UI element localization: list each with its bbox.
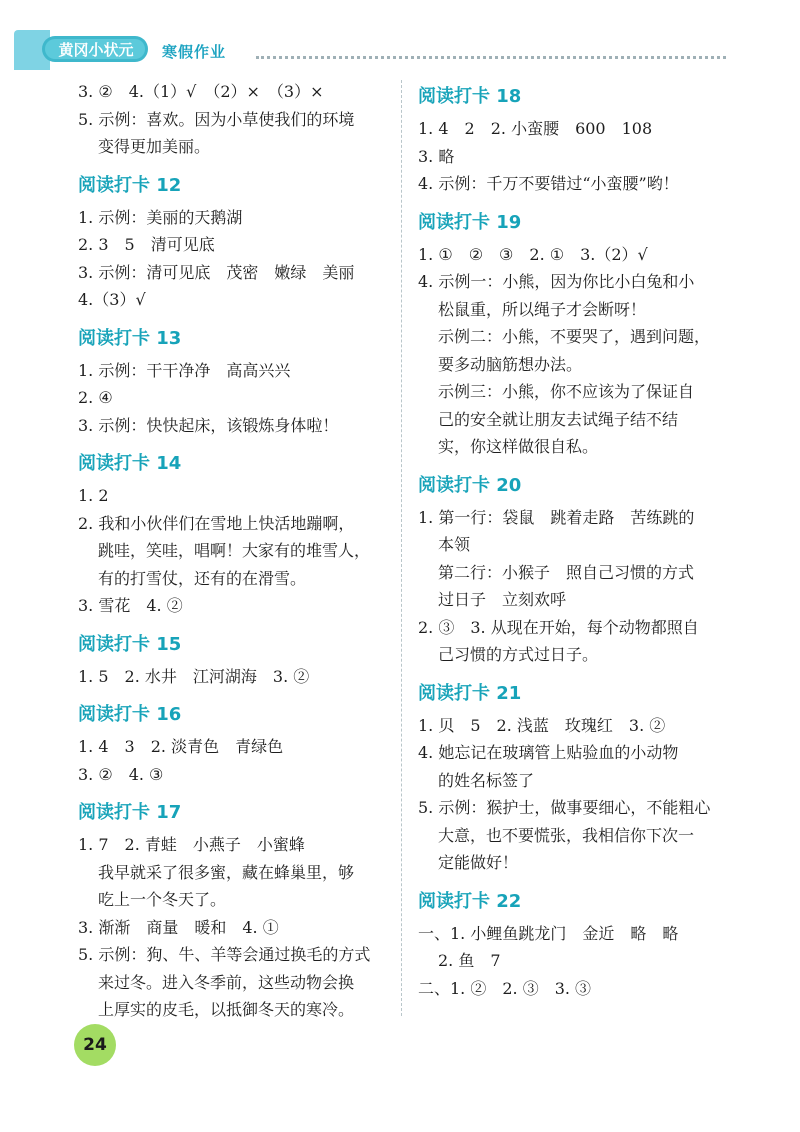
answer-line: 4.（3）√ xyxy=(78,290,146,309)
answer-line: 1. 贝 5 2. 浅蓝 玫瑰红 3. ② xyxy=(418,715,666,735)
section-heading: 阅读打卡 21 xyxy=(418,682,522,704)
answer-continuation: 实，你这样做很自私。 xyxy=(438,437,599,456)
answer-continuation: 松鼠重，所以绳子才会断呀！ xyxy=(438,299,647,319)
logo xyxy=(40,32,152,66)
answer-continuation: 示例二：小熊，不要哭了，遇到问题， xyxy=(438,327,711,346)
answer-line: 1. 4 3 2. 淡青色 青绿色 xyxy=(78,737,284,756)
answer-continuation: 示例三：小熊，你不应该为了保证自 xyxy=(438,382,695,401)
answer-continuation: 有的打雪仗，还有的在滑雪。 xyxy=(98,568,307,588)
answer-continuation: 我早就采了很多蜜，藏在蜂巢里，够 xyxy=(98,862,355,882)
answer-line: 1. 第一行：袋鼠 跳着走路 苦练跳的 xyxy=(418,507,695,527)
answer-line: 1. 5 2. 水井 江河湖海 3. ② xyxy=(78,666,310,686)
answer-line: 1. 示例：美丽的天鹅湖 xyxy=(78,207,243,227)
series-title: 寒假作业 xyxy=(162,43,227,61)
header-dotted-rule xyxy=(256,56,726,59)
section-heading: 阅读打卡 19 xyxy=(418,211,522,233)
answer-line: 4. 示例：千万不要错过“小蛮腰”哟！ xyxy=(418,174,679,193)
section-heading: 阅读打卡 15 xyxy=(78,633,182,655)
page-header xyxy=(0,0,800,70)
answer-continuation: 2. 鱼 7 xyxy=(438,951,501,970)
section-heading: 阅读打卡 14 xyxy=(78,453,182,474)
answer-line: 1. 2 xyxy=(78,486,109,505)
answer-continuation: 己习惯的方式过日子。 xyxy=(438,645,599,664)
answer-line: 3. 示例：快快起床，该锻炼身体啦！ xyxy=(78,415,339,435)
answer-line: 3. 渐渐 商量 暖和 4. ① xyxy=(78,917,279,937)
answer-line: 3. ② 4. ③ xyxy=(78,764,164,784)
answer-line: 5. 示例：猴护士，做事要细心，不能粗心 xyxy=(418,798,711,817)
answer-continuation: 定能做好！ xyxy=(438,853,519,872)
answer-continuation: 第二行：小猴子 照自己习惯的方式 xyxy=(438,562,695,582)
answer-line: 2. 我和小伙伴们在雪地上快活地蹦啊， xyxy=(78,513,355,533)
answer-line: 3. 略 xyxy=(418,146,455,166)
answer-continuation: 的姓名标签了 xyxy=(438,770,535,790)
column-divider xyxy=(401,80,402,1016)
answer-continuation: 过日子 立刻欢呼 xyxy=(438,590,567,609)
logo-text: 黄冈小状元 xyxy=(58,41,134,59)
section-heading: 阅读打卡 20 xyxy=(418,474,522,496)
answer-line: 1. 4 2 2. 小蛮腰 600 108 xyxy=(418,119,653,138)
answer-continuation: 本领 xyxy=(438,535,471,554)
section-heading: 阅读打卡 13 xyxy=(78,327,182,349)
answer-line: 5. 示例：狗、牛、羊等会通过换毛的方式 xyxy=(78,945,371,964)
section-heading: 阅读打卡 12 xyxy=(78,174,182,196)
answer-line: 二、1. ② 2. ③ 3. ③ xyxy=(418,978,592,998)
answer-continuation: 来过冬。进入冬季前，这些动物会换 xyxy=(98,972,355,992)
section-heading: 阅读打卡 17 xyxy=(78,802,182,823)
answer-line: 3. 示例：清可见底 茂密 嫩绿 美丽 xyxy=(78,262,355,282)
answer-line: 2. 3 5 清可见底 xyxy=(78,235,215,254)
answer-line: 4. 示例一：小熊，因为你比小白兔和小 xyxy=(418,272,695,291)
answer-line: 1. 7 2. 青蛙 小燕子 小蜜蜂 xyxy=(78,835,305,854)
answer-continuation: 上厚实的皮毛，以抵御冬天的寒冷。 xyxy=(98,1000,355,1019)
answer-line: 2. ④ xyxy=(78,388,113,407)
answer-line: 一、1. 小鲤鱼跳龙门 金近 略 略 xyxy=(418,923,679,943)
answer-line: 4. 她忘记在玻璃管上贴验血的小动物 xyxy=(418,743,679,762)
answer-continuation: 要多动脑筋想办法。 xyxy=(438,354,583,374)
section-heading: 阅读打卡 22 xyxy=(418,890,522,912)
answer-line: 5. 示例：喜欢。因为小草使我们的环境 xyxy=(78,109,355,129)
answer-line: 1. ① ② ③ 2. ① 3.（2）√ xyxy=(418,244,648,264)
answer-continuation: 吃上一个冬天了。 xyxy=(98,890,227,909)
answer-line: 3. 雪花 4. ② xyxy=(78,596,183,615)
answer-continuation: 变得更加美丽。 xyxy=(98,137,211,156)
answer-continuation: 跳哇，笑哇，唱啊！大家有的堆雪人， xyxy=(98,541,371,560)
answer-continuation: 大意，也不要慌张，我相信你下次一 xyxy=(438,825,695,845)
answer-continuation: 己的安全就让朋友去试绳子结不结 xyxy=(438,409,679,429)
answer-line: 2. ③ 3. 从现在开始，每个动物都照自 xyxy=(418,617,699,637)
page-number: 24 xyxy=(83,1035,107,1055)
answers-right-column xyxy=(418,78,738,1002)
answers-left-column xyxy=(78,78,398,1024)
section-heading: 阅读打卡 18 xyxy=(418,86,522,107)
section-heading: 阅读打卡 16 xyxy=(78,704,182,725)
answer-line: 3. ② 4.（1）√ （2）× （3）× xyxy=(78,82,324,101)
answer-line: 1. 示例：干干净净 高高兴兴 xyxy=(78,360,291,380)
